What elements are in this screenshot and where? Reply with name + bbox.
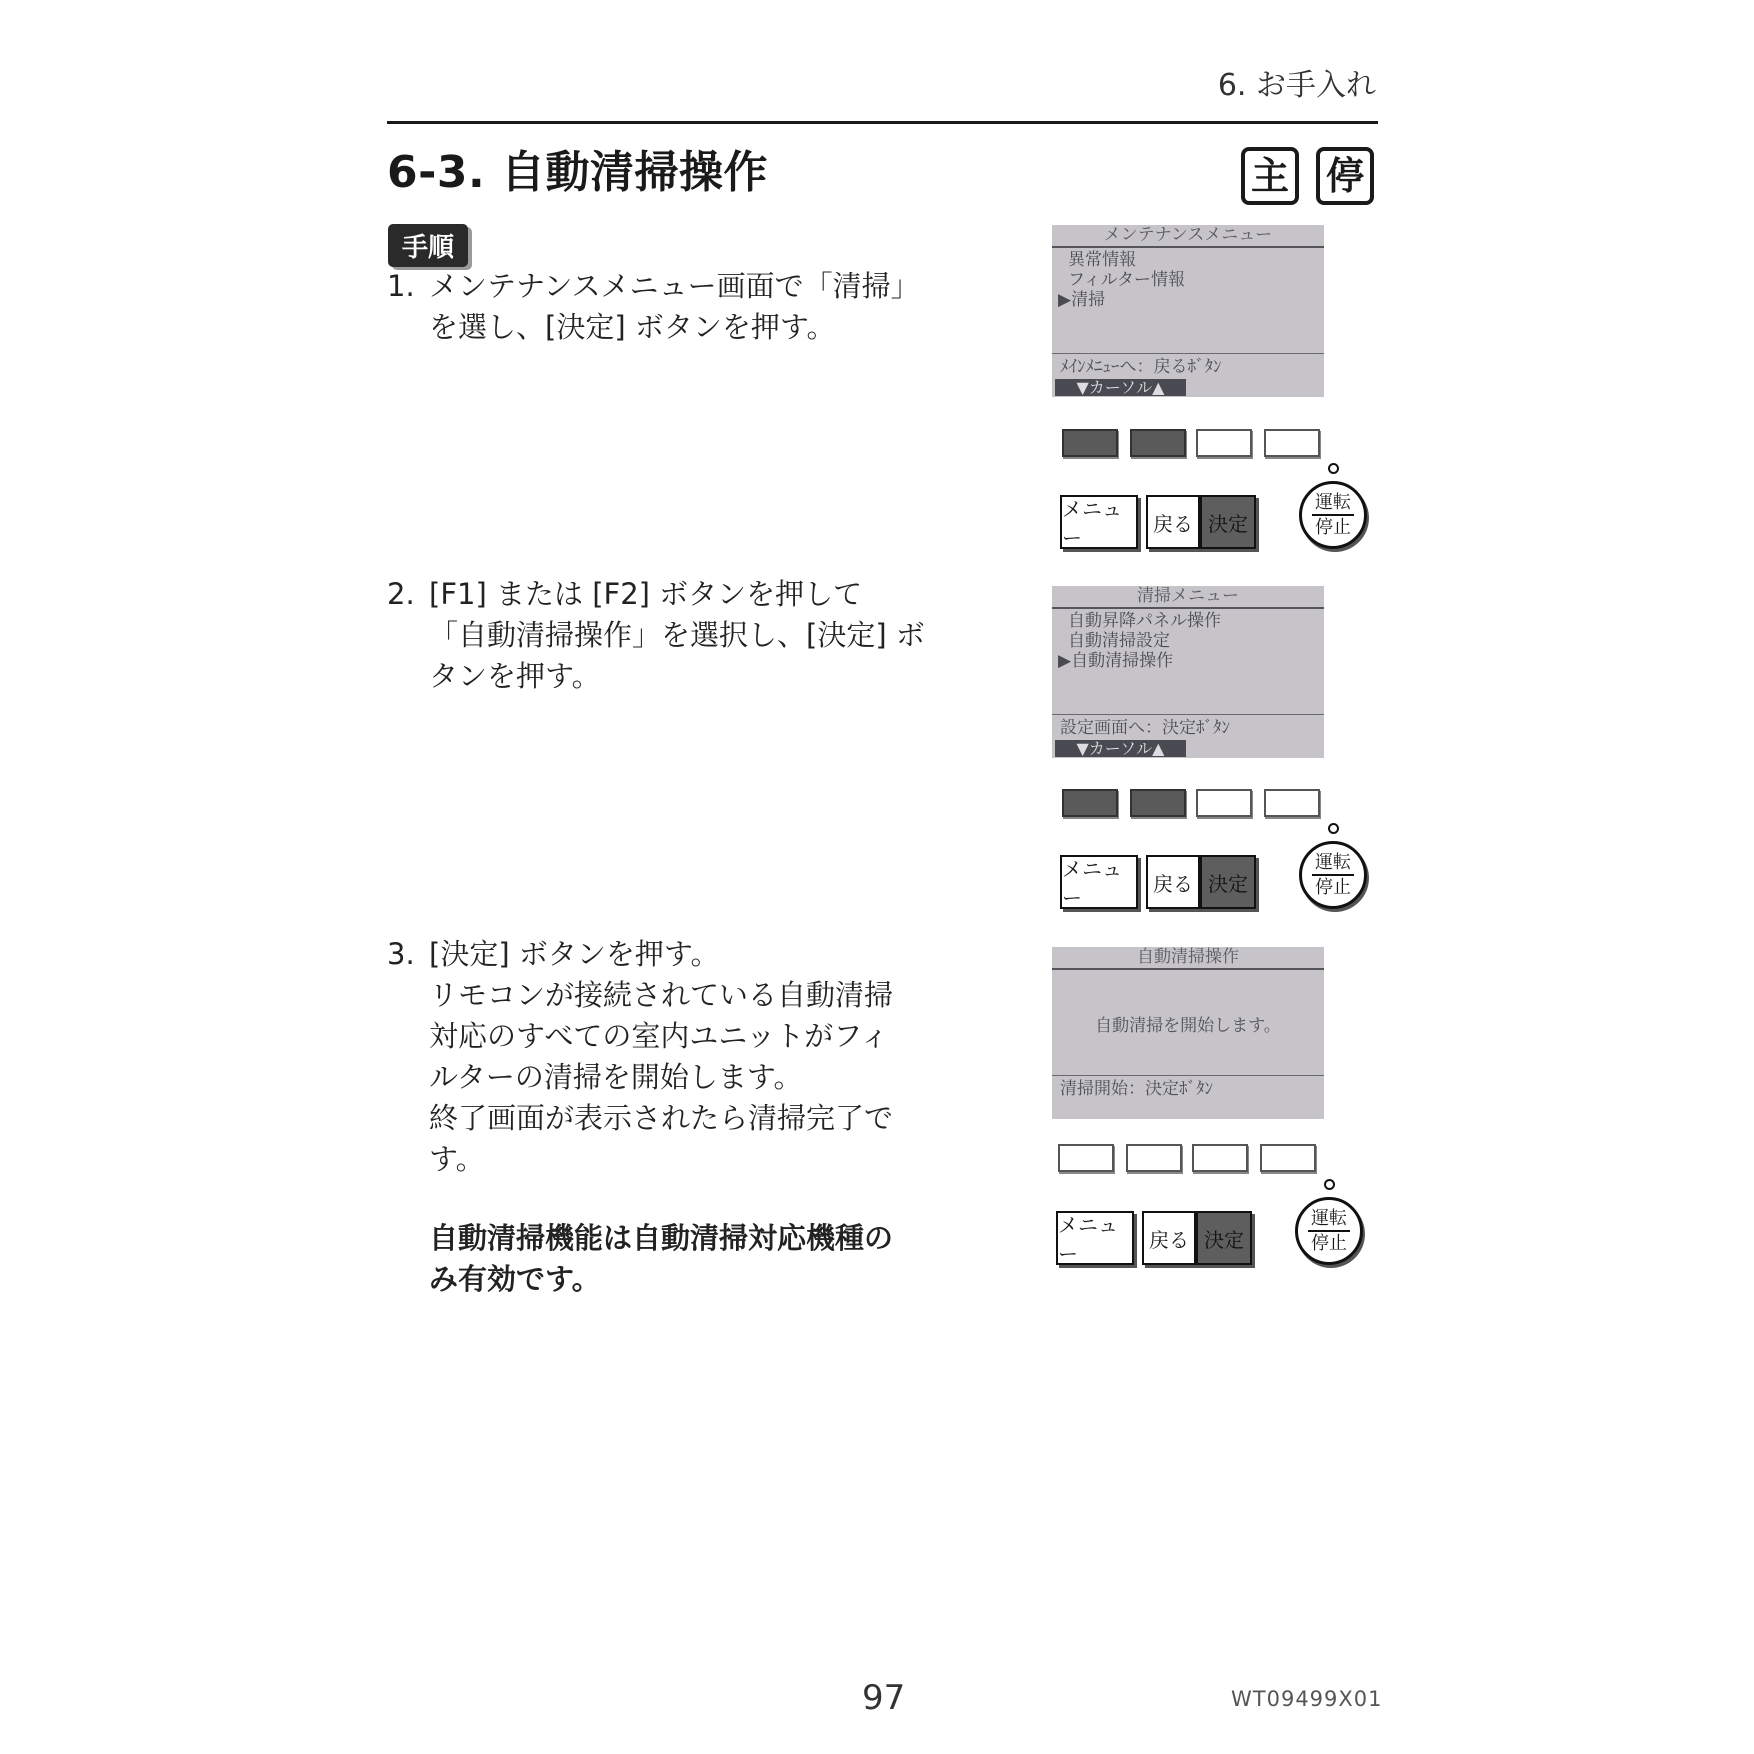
back-button[interactable]: 戻る bbox=[1146, 855, 1200, 909]
f3-key[interactable] bbox=[1192, 1144, 1248, 1172]
f2-key[interactable] bbox=[1130, 429, 1186, 457]
step-1 bbox=[387, 266, 927, 348]
f4-key[interactable] bbox=[1260, 1144, 1316, 1172]
menu-item-filter-info: フィルター情報 bbox=[1068, 270, 1185, 290]
operation-led bbox=[1328, 463, 1339, 474]
page-title: 6-3. 自動清掃操作 bbox=[387, 147, 769, 198]
cursor-bar: ▼カーソル▲ bbox=[1055, 740, 1186, 757]
step-3-line-6: す。 bbox=[429, 1142, 485, 1176]
step-3-line-4: ルターの清掃を開始します。 bbox=[429, 1060, 803, 1094]
confirm-button[interactable]: 決定 bbox=[1196, 1211, 1252, 1265]
power-label-stop: 停止 bbox=[1311, 1233, 1347, 1254]
f3-key[interactable] bbox=[1196, 789, 1252, 817]
cursor-bar: ▼カーソル▲ bbox=[1055, 379, 1186, 396]
step-3-line-1: [決定] ボタンを押す。 bbox=[429, 937, 720, 971]
page-number: 97 bbox=[862, 1678, 906, 1718]
f1-key[interactable] bbox=[1062, 789, 1118, 817]
step-number: 2. bbox=[387, 577, 415, 611]
confirm-button[interactable]: 決定 bbox=[1200, 855, 1256, 909]
step-1-line-1: メンテナンスメニュー画面で「清掃」 bbox=[429, 269, 920, 303]
chapter-heading: 6. お手入れ bbox=[1217, 68, 1376, 103]
power-label-run: 運転 bbox=[1312, 853, 1354, 876]
power-label-run: 運転 bbox=[1312, 493, 1354, 516]
screen-title: 清掃メニュー bbox=[1052, 586, 1324, 609]
step-2-line-1: [F1] または [F2] ボタンを押して bbox=[429, 577, 863, 611]
menu-button[interactable]: メニュー bbox=[1056, 1211, 1134, 1265]
power-label-run: 運転 bbox=[1308, 1209, 1350, 1232]
screen-message: 自動清掃を開始します。 bbox=[1095, 1016, 1281, 1036]
screen-title: メンテナンスメニュー bbox=[1052, 225, 1324, 248]
step-1-line-2: を選し、[決定] ボタンを押す。 bbox=[429, 310, 836, 344]
f3-key[interactable] bbox=[1196, 429, 1252, 457]
step-number: 1. bbox=[387, 269, 415, 303]
main-remote-mark: 主 bbox=[1241, 147, 1299, 205]
f4-key[interactable] bbox=[1264, 789, 1320, 817]
menu-item-auto-panel: 自動昇降パネル操作 bbox=[1068, 611, 1221, 631]
back-button[interactable]: 戻る bbox=[1142, 1211, 1196, 1265]
menu-item-error-info: 異常情報 bbox=[1068, 250, 1136, 270]
power-label-stop: 停止 bbox=[1315, 877, 1351, 898]
step-2 bbox=[387, 574, 927, 697]
step-3-line-5: 終了画面が表示されたら清掃完了で bbox=[429, 1101, 894, 1135]
f4-key[interactable] bbox=[1264, 429, 1320, 457]
lcd-screen-maintenance-menu bbox=[1052, 225, 1324, 397]
procedure-tag: 手順 bbox=[388, 224, 468, 267]
screen-title: 自動清掃操作 bbox=[1052, 947, 1324, 970]
power-button[interactable] bbox=[1299, 481, 1367, 549]
f1-key[interactable] bbox=[1058, 1144, 1114, 1172]
f2-key[interactable] bbox=[1126, 1144, 1182, 1172]
power-label-stop: 停止 bbox=[1315, 517, 1351, 538]
menu-item-cleaning: ▶清掃 bbox=[1058, 290, 1106, 310]
f1-key[interactable] bbox=[1062, 429, 1118, 457]
document-id: WT09499X01 bbox=[1231, 1687, 1383, 1711]
step-3-line-3: 対応のすべての室内ユニットがフィ bbox=[429, 1019, 889, 1053]
operation-led bbox=[1328, 823, 1339, 834]
f2-key[interactable] bbox=[1130, 789, 1186, 817]
note-line-2: み有効です。 bbox=[429, 1262, 601, 1296]
lcd-screen-cleaning-menu bbox=[1052, 586, 1324, 758]
lcd-screen-auto-clean-operation bbox=[1052, 947, 1324, 1119]
header-rule bbox=[387, 121, 1378, 124]
power-button[interactable] bbox=[1299, 841, 1367, 909]
step-3-note bbox=[429, 1218, 927, 1300]
screen-footer: ﾒｲﾝﾒﾆｭｰへ：戻るﾎﾞﾀﾝ bbox=[1052, 353, 1324, 380]
confirm-button[interactable]: 決定 bbox=[1200, 495, 1256, 549]
power-button[interactable] bbox=[1295, 1197, 1363, 1265]
note-line-1: 自動清掃機能は自動清掃対応機種の bbox=[429, 1221, 894, 1255]
step-3 bbox=[387, 934, 927, 1300]
step-2-line-2: 「自動清掃操作」を選択し、[決定] ボ bbox=[429, 618, 925, 652]
screen-footer: 清掃開始：決定ﾎﾞﾀﾝ bbox=[1052, 1075, 1324, 1102]
stopped-mark: 停 bbox=[1316, 147, 1374, 205]
menu-item-auto-clean-operation: ▶自動清掃操作 bbox=[1058, 651, 1174, 671]
screen-footer: 設定画面へ：決定ﾎﾞﾀﾝ bbox=[1052, 714, 1324, 741]
menu-button[interactable]: メニュー bbox=[1060, 495, 1138, 549]
menu-button[interactable]: メニュー bbox=[1060, 855, 1138, 909]
step-number: 3. bbox=[387, 937, 415, 971]
back-button[interactable]: 戻る bbox=[1146, 495, 1200, 549]
step-2-line-3: タンを押す。 bbox=[429, 659, 601, 693]
step-3-line-2: リモコンが接続されている自動清掃 bbox=[429, 978, 894, 1012]
operation-led bbox=[1324, 1179, 1335, 1190]
menu-item-auto-clean-setting: 自動清掃設定 bbox=[1068, 631, 1170, 651]
